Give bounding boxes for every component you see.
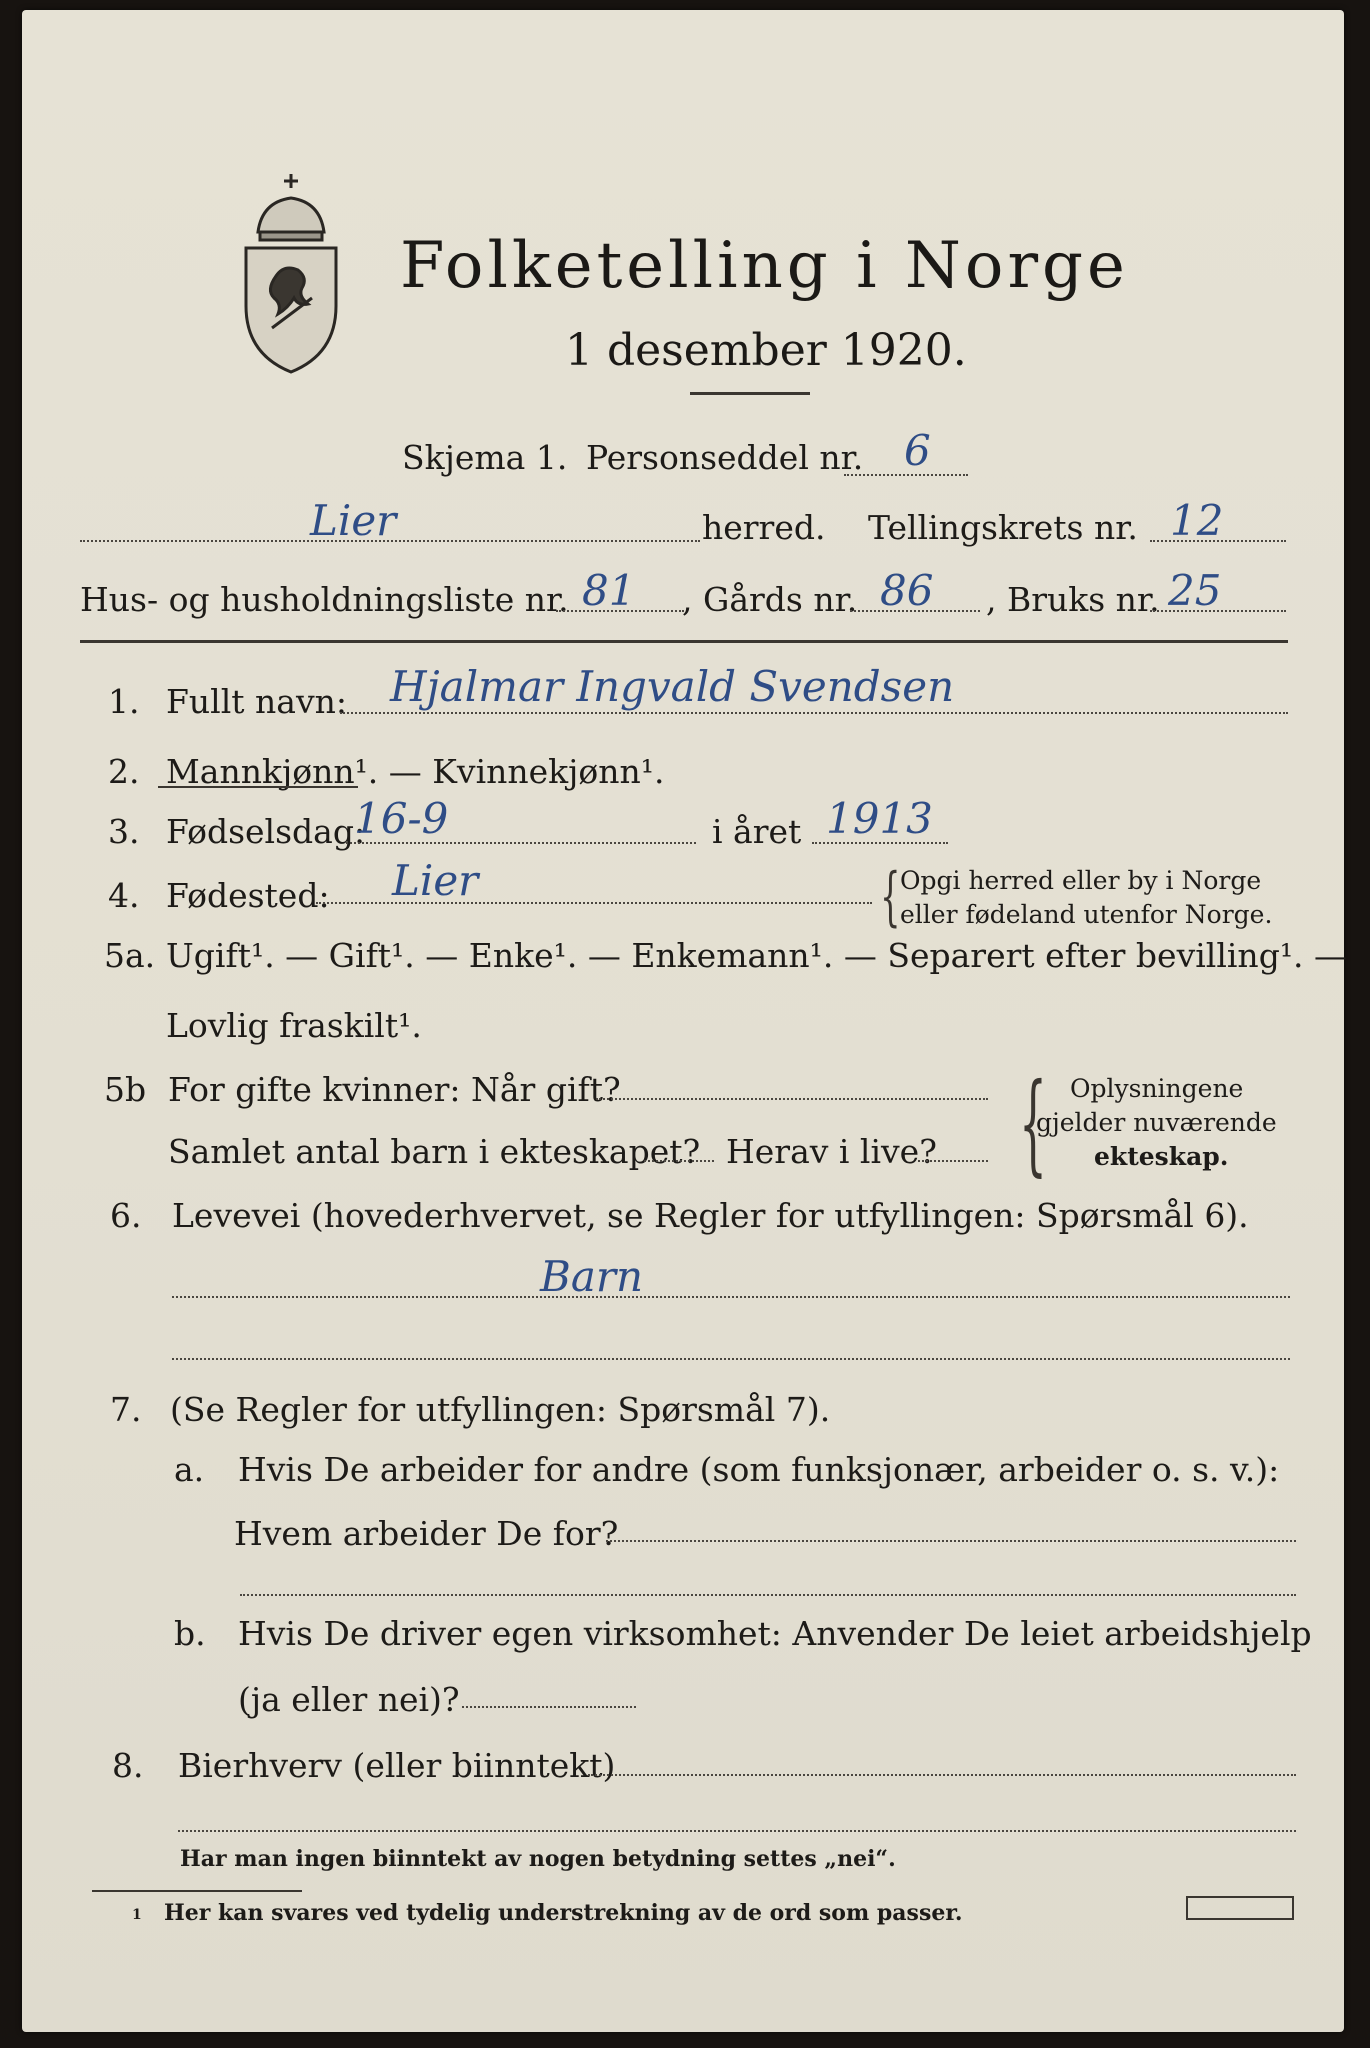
q3-year-label: i året [712,812,802,851]
hus-value[interactable]: 81 [582,566,636,615]
gards-label: , Gårds nr. [682,580,858,619]
q5b-children-line [644,1160,714,1162]
q1-value[interactable]: Hjalmar Ingvald Svendsen [390,662,955,711]
q4-note-1: Opgi herred eller by i Norge [900,866,1262,895]
footnote-text: Her kan svares ved tydelig understrekning av de ord som passer. [164,1900,963,1926]
footnote-mark: 1 [132,1907,142,1923]
q4-value[interactable]: Lier [392,856,479,905]
q7a-line-2: Hvem arbeider De for? [234,1514,619,1553]
q6-value[interactable]: Barn [540,1252,644,1301]
herred-value[interactable]: Lier [310,496,397,545]
hus-label: Hus- og husholdningsliste nr. [80,580,569,619]
q5a-line-1: Ugift¹. — Gift¹. — Enke¹. — Enkemann¹. — Separert efter bevilling¹. — [166,936,1348,975]
q5b-note-3: ekteskap. [1094,1142,1229,1171]
q5a-number: 5a. [104,936,156,975]
q5b-married-line [596,1098,988,1100]
q8-label: Bierhverv (eller biinntekt) [178,1746,616,1785]
q8-line [588,1774,1296,1776]
personseddel-label: Personseddel nr. [586,438,864,477]
q5b-number: 5b [104,1070,147,1109]
q8-line-extra [178,1830,1296,1832]
printer-stamp [1186,1896,1294,1920]
q4-note-2: eller fødeland utenfor Norge. [900,900,1273,929]
skjema-label: Skjema 1. [402,438,568,477]
census-date: 1 desember 1920. [565,325,967,376]
q4-label: Fødested: [166,876,330,915]
q3-number: 3. [108,812,140,851]
q5b-alive-line [918,1160,988,1162]
q6-line-2 [172,1358,1290,1360]
q5b-brace: { [1019,1059,1047,1187]
q7a-line-extra [240,1594,1296,1596]
q3-year-value[interactable]: 1913 [826,794,933,843]
q4-number: 4. [108,876,140,915]
q2-underline [158,786,358,788]
bruks-value[interactable]: 25 [1168,566,1222,615]
q7b-number: b. [174,1614,206,1653]
q3-label: Fødselsdag: [166,812,366,851]
coat-of-arms-icon [232,168,350,378]
herred-label: herred. [702,508,826,547]
q6-label: Levevei (hovederhvervet, se Regler for utfyllingen: Spørsmål 6). [172,1196,1249,1235]
q6-line-1 [172,1296,1290,1298]
q2-label: Mannkjønn¹. — Kvinnekjønn¹. [166,752,665,791]
q6-number: 6. [110,1196,142,1235]
q5b-note-1: Oplysningene [1070,1074,1244,1103]
form-title: Folketelling i Norge [400,229,1129,303]
header-divider [80,640,1288,643]
q1-line [340,712,1288,714]
q5b-line-2: Samlet antal barn i ekteskapet? [168,1132,701,1171]
q3-value[interactable]: 16-9 [354,794,449,843]
q1-label: Fullt navn: [166,682,347,721]
q7-label: (Se Regler for utfyllingen: Spørsmål 7). [170,1390,831,1429]
q7a-number: a. [174,1450,205,1489]
tellingskrets-label: Tellingskrets nr. [868,508,1138,547]
q2-number: 2. [108,752,140,791]
personseddel-value[interactable]: 6 [904,426,931,475]
q5b-note-2: gjelder nuværende [1036,1108,1277,1137]
footer-note: Har man ingen biinntekt av nogen betydning settes „nei“. [180,1846,896,1872]
date-underline [690,392,810,395]
q7-number: 7. [110,1390,142,1429]
q5b-line-1: For gifte kvinner: Når gift? [168,1070,621,1109]
q1-number: 1. [108,682,140,721]
q7a-line [606,1540,1296,1542]
gards-value[interactable]: 86 [880,566,934,615]
q7a-line-1: Hvis De arbeider for andre (som funksjonær, arbeider o. s. v.): [238,1450,1280,1489]
q4-brace: { [880,860,901,934]
footnote-divider [92,1890,302,1892]
q5b-line-2b: Herav i live? [726,1132,937,1171]
q5a-line-2: Lovlig fraskilt¹. [166,1006,422,1045]
bruks-label: , Bruks nr. [986,580,1160,619]
q7b-line-1: Hvis De driver egen virksomhet: Anvender De leiet arbeidshjelp [238,1614,1312,1653]
tellingskrets-value[interactable]: 12 [1170,496,1224,545]
q7b-line-2: (ja eller nei)? [238,1680,460,1719]
q7b-line [462,1706,636,1708]
q8-number: 8. [112,1746,144,1785]
